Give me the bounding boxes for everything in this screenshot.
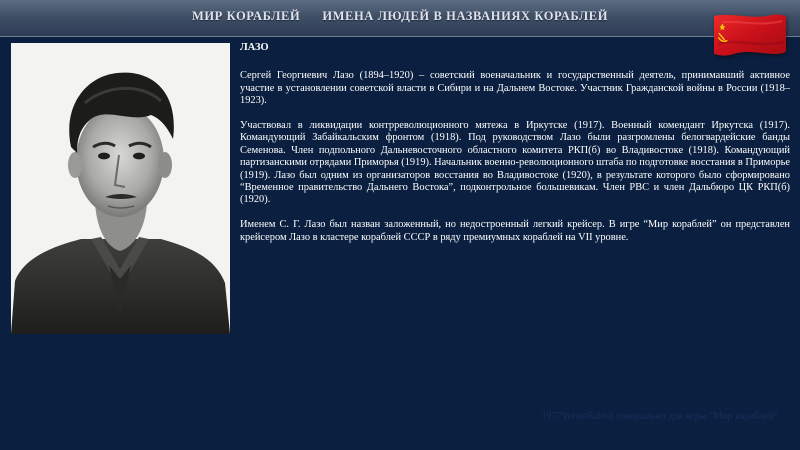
author-watermark: 1977VelvetRabbit специально для игры “Мир кораблей” [541, 411, 778, 422]
portrait [11, 43, 230, 334]
portrait-image [11, 43, 230, 334]
header-bar [0, 0, 800, 37]
header-title [0, 9, 800, 24]
header-page-title: ИМЕНА ЛЮДЕЙ В НАЗВАНИЯХ КОРАБЛЕЙ [322, 9, 609, 23]
biography-paragraph-1: Сергей Георгиевич Лазо (1894–1920) – советский военачальник и государственный деятель, принимавший активное участие в установлении советской власти в Сибири и на Дальнем Востоке. Участник Гражданской войны в России (1918–1923). [240, 70, 790, 107]
biography-paragraph-3: Именем С. Г. Лазо был назван заложенный, но недостроенный легкий крейсер. В игре “Мир кораблей” он представлен крейсером Лазо в кластере кораблей СССР в ряду премиумных кораблей на VII уровне. [240, 219, 790, 243]
biography-text [240, 42, 790, 256]
person-name: ЛАЗО [240, 42, 269, 53]
biography-paragraph-2: Участвовал в ликвидации контрреволюционного мятежа в Иркутске (1917). Военный комендант Иркутска (1917). Командующий Забайкальским фронтом (1918). Под руководством Лазо были разгромлены белогвардейские банды Семенова. Член подпольного Дальневосточного областного комитета РКП(б) во Владивостоке (1918). Командующий партизанскими отрядами Приморья (1919). Начальник военно-революционного штаба по подготовке восстания в Приморье (1919). Лазо был одним из организаторов восстания во Владивостоке (1920), в результате которого было сформировано “Временное правительство Дальнего Востока”, подконтрольное большевикам. Член РВС и член Дальбюро ЦК РКП(б) (1920). [240, 120, 790, 206]
header-section-label: МИР КОРАБЛЕЙ [191, 9, 301, 23]
